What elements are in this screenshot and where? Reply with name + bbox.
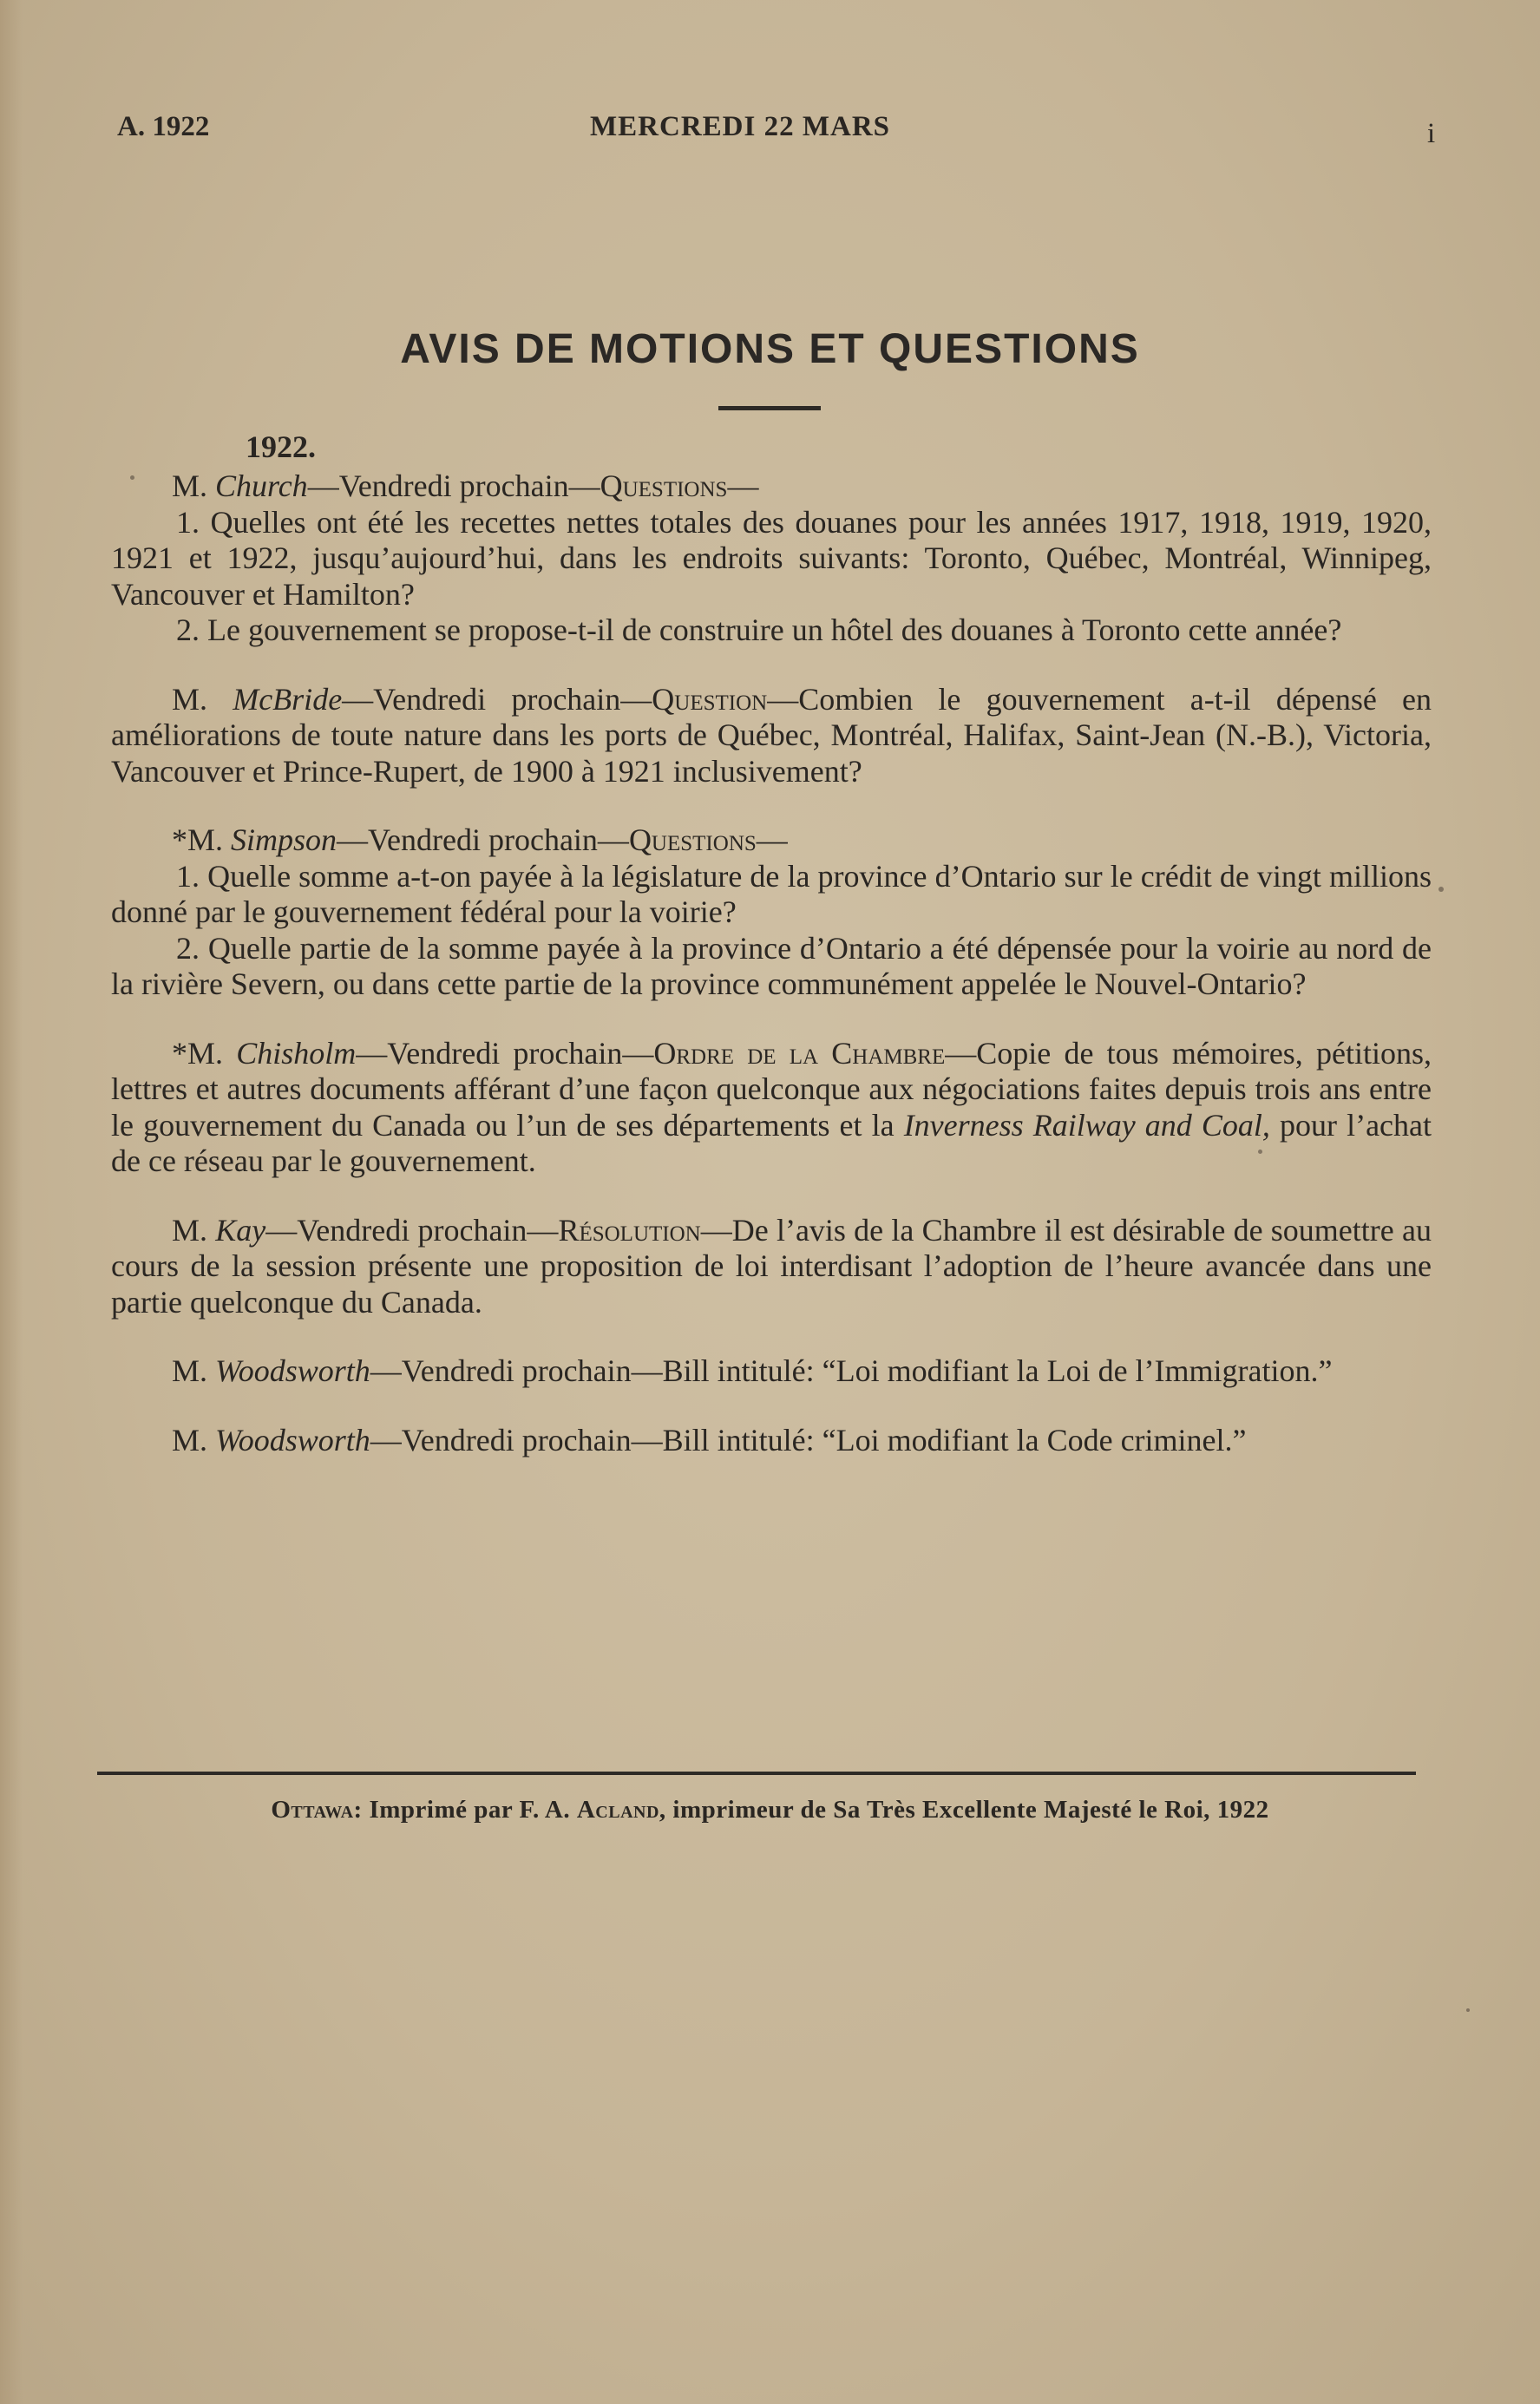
notices-body bbox=[111, 425, 1432, 1491]
notice-kind: Questions bbox=[628, 822, 757, 857]
notice-when: —Vendredi prochain— bbox=[337, 822, 629, 857]
notice-lead bbox=[111, 822, 1432, 859]
paper-speck bbox=[130, 475, 134, 480]
notice-when: —Vendredi prochain— bbox=[265, 1212, 559, 1248]
notice-lead bbox=[111, 1213, 1432, 1321]
notice-when: —Vendredi prochain— bbox=[370, 1353, 663, 1388]
notice-prefix: M. bbox=[172, 681, 233, 717]
notice-question: 2. Le gouvernement se propose-t-il de construire un hôtel des douanes à Toronto cette année? bbox=[176, 612, 1342, 647]
notice-when: —Vendredi prochain— bbox=[356, 1035, 654, 1071]
member-name: Church bbox=[215, 468, 308, 503]
notice-kind: Résolution bbox=[558, 1212, 701, 1248]
notice-prefix: *M. bbox=[172, 822, 232, 857]
member-name: Chisholm bbox=[236, 1035, 357, 1071]
notice-lead bbox=[111, 1036, 1432, 1180]
notice-text: —Copie de tous mémoires, pétitions, lettres et autres documents afférant d’une façon quelconque aux négociations faites depuis trois ans entre le gouvernement du Canada ou l’un de ses départements et la bbox=[111, 1035, 1432, 1143]
paper-speck bbox=[1258, 1150, 1262, 1154]
notice-entry bbox=[111, 822, 1432, 1003]
notice-text: — bbox=[756, 822, 788, 857]
imprint-printer: Acland bbox=[576, 1796, 659, 1824]
notice-lead bbox=[111, 468, 1432, 505]
paper-speck bbox=[1466, 2008, 1470, 2012]
notice-kind: Ordre de la Chambre bbox=[653, 1035, 946, 1071]
notice-entry bbox=[111, 1353, 1432, 1390]
notice-entry bbox=[111, 1423, 1432, 1459]
member-name: Woodsworth bbox=[215, 1353, 370, 1388]
notice-kind: Question bbox=[652, 681, 768, 717]
notice-prefix: M. bbox=[172, 1353, 216, 1388]
member-name: Simpson bbox=[231, 822, 337, 857]
notice-entry bbox=[111, 1213, 1432, 1321]
notice-prefix: M. bbox=[172, 1422, 216, 1457]
member-name: Kay bbox=[215, 1212, 266, 1248]
notice-question: 1. Quelle somme a-t-on payée à la législature de la province d’Ontario sur le crédit de vingt millions donné par le gouvernement fédéral pour la voirie? bbox=[111, 858, 1432, 929]
notice-prefix: M. bbox=[172, 468, 216, 503]
imprint-city: Ottawa bbox=[271, 1796, 354, 1824]
footer-rule bbox=[97, 1772, 1416, 1775]
member-name: Woodsworth bbox=[215, 1422, 370, 1457]
company-name: Inverness Railway and Coal, bbox=[903, 1107, 1270, 1143]
header-date: MERCREDI 22 MARS bbox=[590, 111, 890, 142]
notice-text: —Combien le gouvernement a-t-il dépensé en améliorations de toute nature dans les ports de Québec, Montréal, Halifax, Saint-Jean (N.-B.), Victoria, Vancouver et Prince-Rupert, de 1900 à 1921 inclusivement? bbox=[111, 681, 1432, 789]
notice-lead bbox=[111, 1423, 1432, 1459]
imprint-rest: , imprimeur de Sa Très Excellente Majesté le Roi, 1922 bbox=[659, 1796, 1269, 1824]
notice-when: —Vendredi prochain— bbox=[342, 681, 652, 717]
paper-speck bbox=[1438, 887, 1444, 892]
notice-question: 1. Quelles ont été les recettes nettes totales des douanes pour les années 1917, 1918, 1919, 1920, 1921 et 1922, jusqu’aujourd’hui, dans les endroits suivants: Toronto, Québec, Montréal, Winnipeg, Vancouver et Hamilton? bbox=[111, 504, 1432, 612]
page-header bbox=[0, 111, 1540, 154]
notice-prefix: *M. bbox=[172, 1035, 237, 1071]
notice-lead bbox=[111, 682, 1432, 790]
imprint-text: : Imprimé par F. A. bbox=[353, 1796, 577, 1824]
notice-when: —Vendredi prochain— bbox=[307, 468, 600, 503]
notices-year: 1922. bbox=[246, 429, 316, 464]
header-page-number: i bbox=[1427, 118, 1436, 149]
notice-text: Bill intitulé: “Loi modifiant la Code criminel.” bbox=[662, 1422, 1247, 1457]
printer-imprint bbox=[0, 1796, 1540, 1824]
notice-prefix: M. bbox=[172, 1212, 216, 1248]
notice-text: —De l’avis de la Chambre il est désirable de soumettre au cours de la session présente une proposition de loi interdisant l’adoption de l’heure avancée dans une partie quelconque du Canada. bbox=[111, 1212, 1432, 1320]
notice-entry bbox=[111, 468, 1432, 649]
notice-text: — bbox=[727, 468, 759, 503]
title-rule bbox=[718, 406, 821, 410]
notice-text: Bill intitulé: “Loi modifiant la Loi de l’Immigration.” bbox=[662, 1353, 1333, 1388]
notice-lead bbox=[111, 1353, 1432, 1390]
page-title: AVIS DE MOTIONS ET QUESTIONS bbox=[400, 326, 1140, 372]
notice-entry bbox=[111, 1036, 1432, 1180]
notice-entry bbox=[111, 682, 1432, 790]
member-name: McBride bbox=[233, 681, 343, 717]
notice-text-continued: pour l’achat de ce réseau par le gouvernement. bbox=[111, 1107, 1432, 1178]
notice-kind: Questions bbox=[600, 468, 728, 503]
header-year: A. 1922 bbox=[117, 111, 210, 142]
notice-when: —Vendredi prochain— bbox=[370, 1422, 663, 1457]
notice-question: 2. Quelle partie de la somme payée à la province d’Ontario a été dépensée pour la voirie au nord de la rivière Severn, ou dans cette partie de la province communément appelée le Nouvel-Ontario? bbox=[111, 930, 1432, 1001]
